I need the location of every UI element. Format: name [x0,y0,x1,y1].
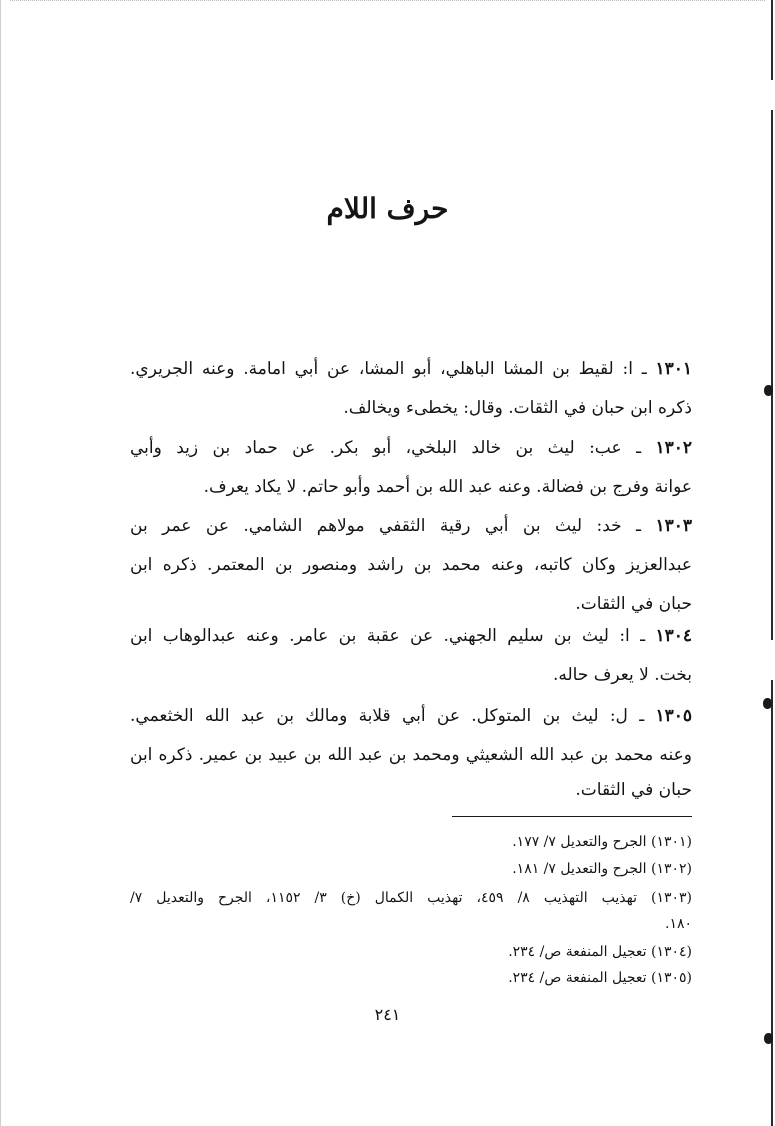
entry-number: ١٣٠٥ [655,706,692,726]
scan-margin-mark [764,1033,773,1044]
scan-top-edge [10,0,765,1]
footnote-1303: (١٣٠٣) تهذيب التهذيب ٨/ ٤٥٩، تهذيب الكمال (خ) ٣/ ١١٥٢، الجرح والتعديل ٧/ [130,890,692,906]
entry-1305-line-1: ١٣٠٥ ـ ل: ليث بن المتوكل. عن أبي قلابة ومالك بن عبد الله الخثعمي. [130,706,692,726]
page-number: ٢٤١ [374,1005,401,1024]
entry-1301-line-1: ١٣٠١ ـ ا: لقيط بن المشا الباهلي، أبو المشا، عن أبي امامة. وعنه الجريري. [130,359,692,379]
entry-number: ١٣٠٢ [655,438,692,458]
entry-number: ١٣٠٣ [655,516,692,536]
entry-1303-line-2: عبدالعزيز وكان كاتبه، وعنه محمد بن راشد ومنصور بن المعتمر. ذكره ابن [130,555,692,575]
footnote-1305: (١٣٠٥) تعجيل المنفعة ص/ ٢٣٤. [508,970,692,986]
entry-1304-line-2: بخت. لا يعرف حاله. [552,665,692,685]
footnote-1304: (١٣٠٤) تعجيل المنفعة ص/ ٢٣٤. [508,944,692,960]
entry-1304-line-1: ١٣٠٤ ـ ا: ليث بن سليم الجهني. عن عقبة بن عامر. وعنه عبدالوهاب ابن [130,626,692,646]
entry-1303-line-3: حبان في الثقات. [575,594,692,614]
chapter-title: حرف اللام [326,192,449,225]
footnote-1301: (١٣٠١) الجرح والتعديل ٧/ ١٧٧. [512,834,692,850]
entry-number: ١٣٠٤ [655,626,692,646]
entry-number: ١٣٠١ [655,359,692,379]
entry-1302-line-1: ١٣٠٢ ـ عب: ليث بن خالد البلخي، أبو بكر. عن حماد بن زيد وأبي [130,438,692,458]
entry-1301-line-2: ذكره ابن حبان في الثقات. وقال: يخطىء ويخالف. [343,398,692,418]
footnote-1302: (١٣٠٢) الجرح والتعديل ٧/ ١٨١. [512,861,692,877]
scan-edge-gap [770,640,774,680]
footnote-1303-continued: ١٨٠. [664,916,692,932]
scan-margin-mark [764,385,773,396]
footnote-separator [452,816,692,817]
scan-edge-gap [770,80,774,110]
entry-1303-line-1: ١٣٠٣ ـ خد: ليث بن أبي رقية الثقفي مولاهم الشامي. عن عمر بن [130,516,692,536]
entry-1305-line-2: وعنه محمد بن عبد الله الشعيثي ومحمد بن عبد الله بن عبيد بن عمير. ذكره ابن [130,745,692,765]
scan-left-edge [0,0,1,1126]
scan-right-edge [771,0,773,1126]
entry-1302-line-2: عوانة وفرج بن فضالة. وعنه عبد الله بن أحمد وأبو حاتم. لا يكاد يعرف. [203,477,692,497]
entry-1305-line-3: حبان في الثقات. [575,780,692,800]
scan-margin-mark [763,698,772,709]
